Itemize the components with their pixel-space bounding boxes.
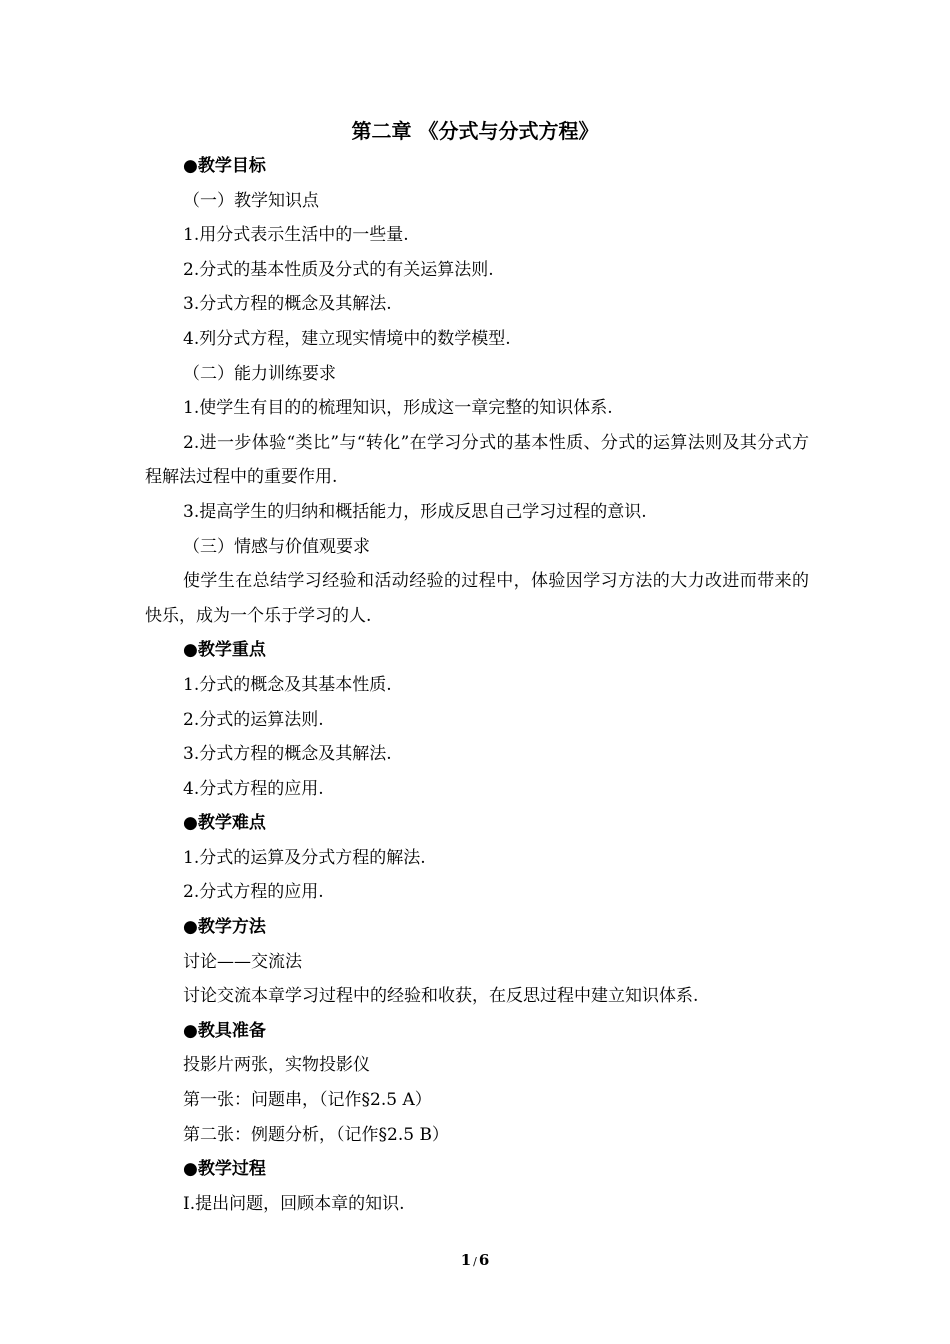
paragraph: 1.用分式表示生活中的一些量.	[183, 225, 409, 246]
document-title: 第二章 《分式与分式方程》	[351, 119, 599, 143]
paragraph: （二）能力训练要求	[183, 363, 336, 384]
paragraph: 3.分式方程的概念及其解法.	[183, 744, 392, 765]
paragraph: Ⅰ.提出问题，回顾本章的知识.	[183, 1193, 405, 1214]
paragraph: 讨论交流本章学习过程中的经验和收获，在反思过程中建立知识体系.	[183, 986, 699, 1007]
paragraph: 1.使学生有目的的梳理知识，形成这一章完整的知识体系.	[183, 398, 613, 419]
paragraph: 1.分式的运算及分式方程的解法.	[183, 847, 426, 868]
paragraph: 2.分式的运算法则.	[183, 709, 324, 730]
paragraph: 2.分式方程的应用.	[183, 882, 324, 903]
paragraph: 3.分式方程的概念及其解法.	[183, 294, 392, 315]
section-heading-materials: ●教具准备	[183, 1020, 266, 1041]
paragraph: 第二张：例题分析，（记作§2.5 B）	[183, 1124, 449, 1145]
page-current: 1	[460, 1251, 472, 1269]
section-heading-difficulties: ●教学难点	[183, 813, 266, 834]
paragraph: 讨论——交流法	[183, 951, 302, 972]
section-heading-key-points: ●教学重点	[183, 640, 266, 661]
page-total: 6	[478, 1251, 490, 1269]
section-heading-objectives: ●教学目标	[183, 156, 266, 176]
paragraph: 1.分式的概念及其基本性质.	[183, 674, 392, 695]
paragraph: 3.提高学生的归纳和概括能力，形成反思自己学习过程的意识.	[183, 501, 647, 522]
page-number	[0, 1250, 950, 1272]
paragraph: 第一张：问题串，（记作§2.5 A）	[183, 1090, 432, 1111]
paragraph: 2.进一步体验“类比”与“转化”在学习分式的基本性质、分式的运算法则及其分式方程解法过程中的重要作用.	[145, 432, 809, 488]
paragraph: 2.分式的基本性质及分式的有关运算法则.	[183, 259, 494, 280]
paragraph: 4.分式方程的应用.	[183, 778, 324, 799]
paragraph: （一）教学知识点	[183, 190, 319, 211]
document-body	[145, 149, 809, 1221]
section-heading-process: ●教学过程	[183, 1159, 266, 1180]
paragraph: 4.列分式方程，建立现实情境中的数学模型.	[183, 328, 511, 349]
paragraph: （三）情感与价值观要求	[183, 536, 370, 557]
paragraph: 使学生在总结学习经验和活动经验的过程中，体验因学习方法的大力改进而带来的快乐，成为一个乐于学习的人.	[145, 571, 809, 626]
paragraph: 投影片两张，实物投影仪	[183, 1055, 370, 1076]
page-separator: /	[473, 1255, 477, 1268]
section-heading-methods: ●教学方法	[183, 917, 266, 938]
